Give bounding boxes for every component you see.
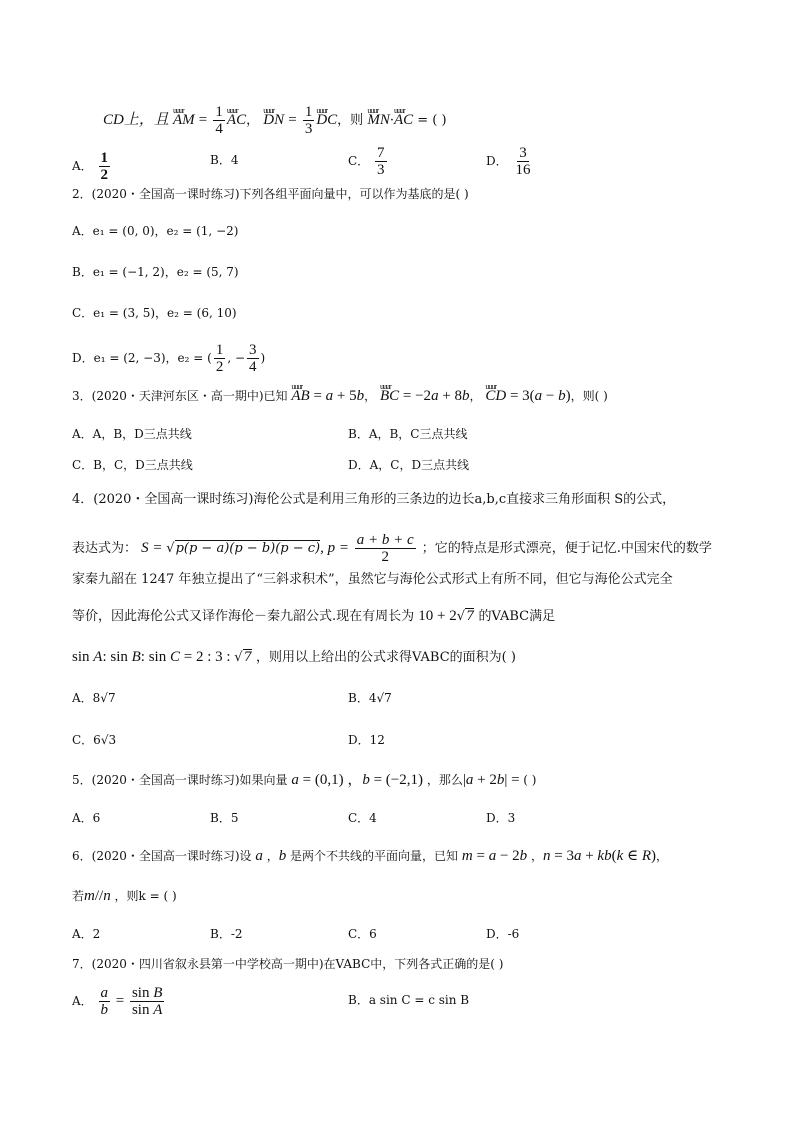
q6-line2: 若m//n ，则k = ( ) [72, 888, 177, 904]
vec-ac-2: uuur AC [394, 110, 413, 130]
q1-option-b: B．4 [210, 153, 239, 167]
vec-cd: uuur CD [485, 386, 506, 406]
vec-bc: uuur BC [380, 386, 399, 406]
q5-option-c: C．4 [348, 811, 377, 825]
q4-line5: sin A: sin B: sin C = 2 : 3 : √7 ，则用以上给出的公式求得VABC的面积为( ) [72, 649, 516, 665]
q7-option-a: A． $\frac{a}{b}$ = $\frac{\text{sin B}}{\text{sin A}}$ [72, 985, 163, 1018]
q2-option-b: B．e₁ = (−1, 2)，e₂ = (5, 7) [72, 265, 239, 279]
q6-option-c: C．6 [348, 927, 377, 941]
q6-option-b: B．-2 [210, 927, 243, 941]
q4-option-b: B．4√7 [348, 691, 392, 705]
frac-1-3: $\frac{1}{3}$ [304, 104, 313, 137]
q4-option-c: C．6√3 [72, 733, 117, 747]
q2-option-a: A．e₁ = (0, 0)，e₂ = (1, −2) [72, 224, 239, 238]
q1-option-c: C． $\frac{7}{3}$ [348, 145, 385, 178]
q3-option-b: B．A，B，C三点共线 [348, 427, 468, 441]
q3-stem: 3．(2020・天津河东区・高一期中)已知 uuur AB = a + 5b， uuur BC = −2a + 8b， uuur CD = 3(a − b)，则( ) [72, 386, 608, 406]
q5-option-d: D．3 [486, 811, 516, 825]
q1-stem-eq: = ( ) [417, 113, 447, 128]
q1-option-a: A． $\frac{1}{2}$ [72, 150, 108, 183]
q3-option-a: A．A，B，D三点共线 [72, 427, 192, 441]
vec-dc: uuur DC [316, 110, 337, 130]
vec-ab: uuur AB [291, 386, 309, 406]
q4-option-a: A．8√7 [72, 691, 116, 705]
q2-option-d: D．e₁ = (2, −3)，e₂ = ( $\frac{1}{2}$ , − $\frac{3}{4}$ ) [72, 342, 266, 375]
q4-line1: 4．(2020・全国高一课时练习)海伦公式是利用三角形的三条边的边长a,b,c直接求三角形面积 S的公式， [72, 492, 676, 507]
vec-mn: uuur MN [367, 110, 390, 130]
q5-option-a: A．6 [72, 811, 101, 825]
q1-option-d: D． $\frac{3}{16}$ [486, 145, 531, 178]
frac-1-4: $\frac{1}{4}$ [215, 104, 223, 137]
vec-dn: uuur DN [263, 110, 284, 130]
q3-option-c: C．B，C，D三点共线 [72, 458, 193, 472]
q5-stem: 5．(2020・全国高一课时练习)如果向量 a = (0,1) ，b = (−2,1) ，那么|a + 2b| = ( ) [72, 772, 537, 788]
q7-stem: 7．(2020・四川省叙永县第一中学校高一期中)在VABC中，下列各式正确的是( ) [72, 957, 504, 971]
vec-ac: uuur AC [227, 110, 246, 130]
q4-line4: 等价，因此海伦公式又译作海伦－秦九韶公式.现在有周长为 10 + 2√7 的VABC满足 [72, 608, 556, 624]
q4-line3: 家秦九韶在 1247 年独立提出了“三斜求积术”，虽然它与海伦公式形式上有所不同，但它与海伦公式完全 [72, 572, 673, 587]
q1-stem-lead: CD上，且 [103, 112, 169, 128]
q7-option-b: B．a sin C = c sin B [348, 993, 470, 1007]
q4-line2: 表达式为： S = √p(p − a)(p − b)(p − c), p = $\frac{a + b + c}{2}$ ；它的特点是形式漂亮，便于记忆.中国宋代的数学 [72, 532, 712, 565]
q2-option-c: C．e₁ = (3, 5)，e₂ = (6, 10) [72, 306, 237, 320]
q1-stem: CD上，且 uuur AM = $\frac{1}{4}$ uuur AC， uuur DN = $\frac{1}{3}$ uuur DC，则 uuur MN·uuur AC = ( ) [103, 104, 447, 137]
vec-am: uuur AM [173, 110, 195, 130]
q6-option-a: A．2 [72, 927, 101, 941]
q6-option-d: D．-6 [486, 927, 520, 941]
q5-option-b: B．5 [210, 811, 239, 825]
q3-option-d: D．A，C，D三点共线 [348, 458, 470, 472]
q4-option-d: D．12 [348, 733, 385, 747]
q6-stem: 6．(2020・全国高一课时练习)设 a ，b 是两个不共线的平面向量，已知 m = a − 2b ，n = 3a + kb(k ∈ R)， [72, 848, 669, 864]
q2-stem: 2．(2020・全国高一课时练习)下列各组平面向量中，可以作为基底的是( ) [72, 187, 469, 201]
